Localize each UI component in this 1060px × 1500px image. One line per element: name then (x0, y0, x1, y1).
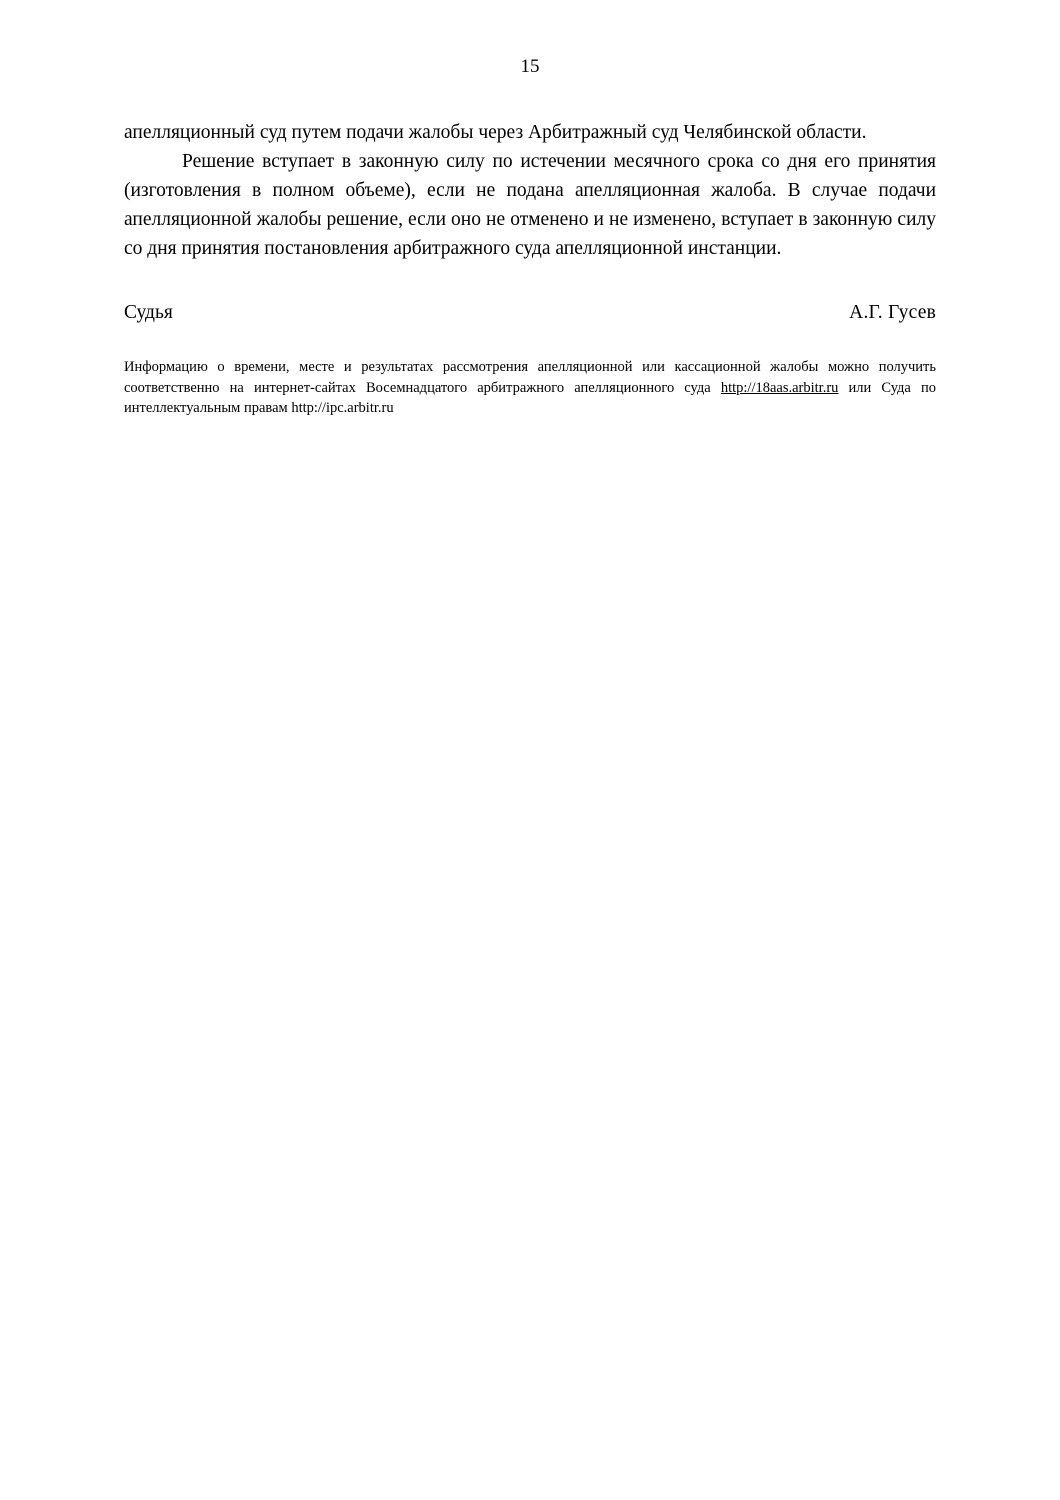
footnote-appeal-info (124, 357, 936, 419)
link-ipc-arbitr[interactable]: http://ipc.arbitr.ru (291, 400, 394, 416)
link-18aas-arbitr[interactable]: http://18aas.arbitr.ru (720, 379, 839, 396)
signature-block (124, 301, 936, 325)
footnote-text-part1: Информацию о времени, месте и результатах рассмотрения апелляционной или кассационной жалобы можно получить соответственно на интернет-сайтах Восемнадцатого арбитражного апелляционного суда (124, 359, 936, 396)
paragraph-continuation: апелляционный суд путем подачи жалобы через Арбитражный суд Челябинской области. (124, 122, 867, 143)
document-body (124, 118, 936, 419)
paragraph-effective-date: Решение вступает в законную силу по истечении месячного срока со дня его принятия (изготовления в полном объеме), если не подана апелляционная жалоба. В случае подачи апелляционной жалобы решение, если оно не отменено и не изменено, вступает в законную силу со дня принятия постановления арбитражного суда апелляционной инстанции. (124, 151, 936, 259)
footnote-text-part2: или Суда по интеллектуальным правам (124, 379, 936, 416)
judge-role-label: Судья (124, 302, 173, 323)
page-number: 15 (520, 56, 540, 77)
judge-name: А.Г. Гусев (849, 302, 936, 323)
